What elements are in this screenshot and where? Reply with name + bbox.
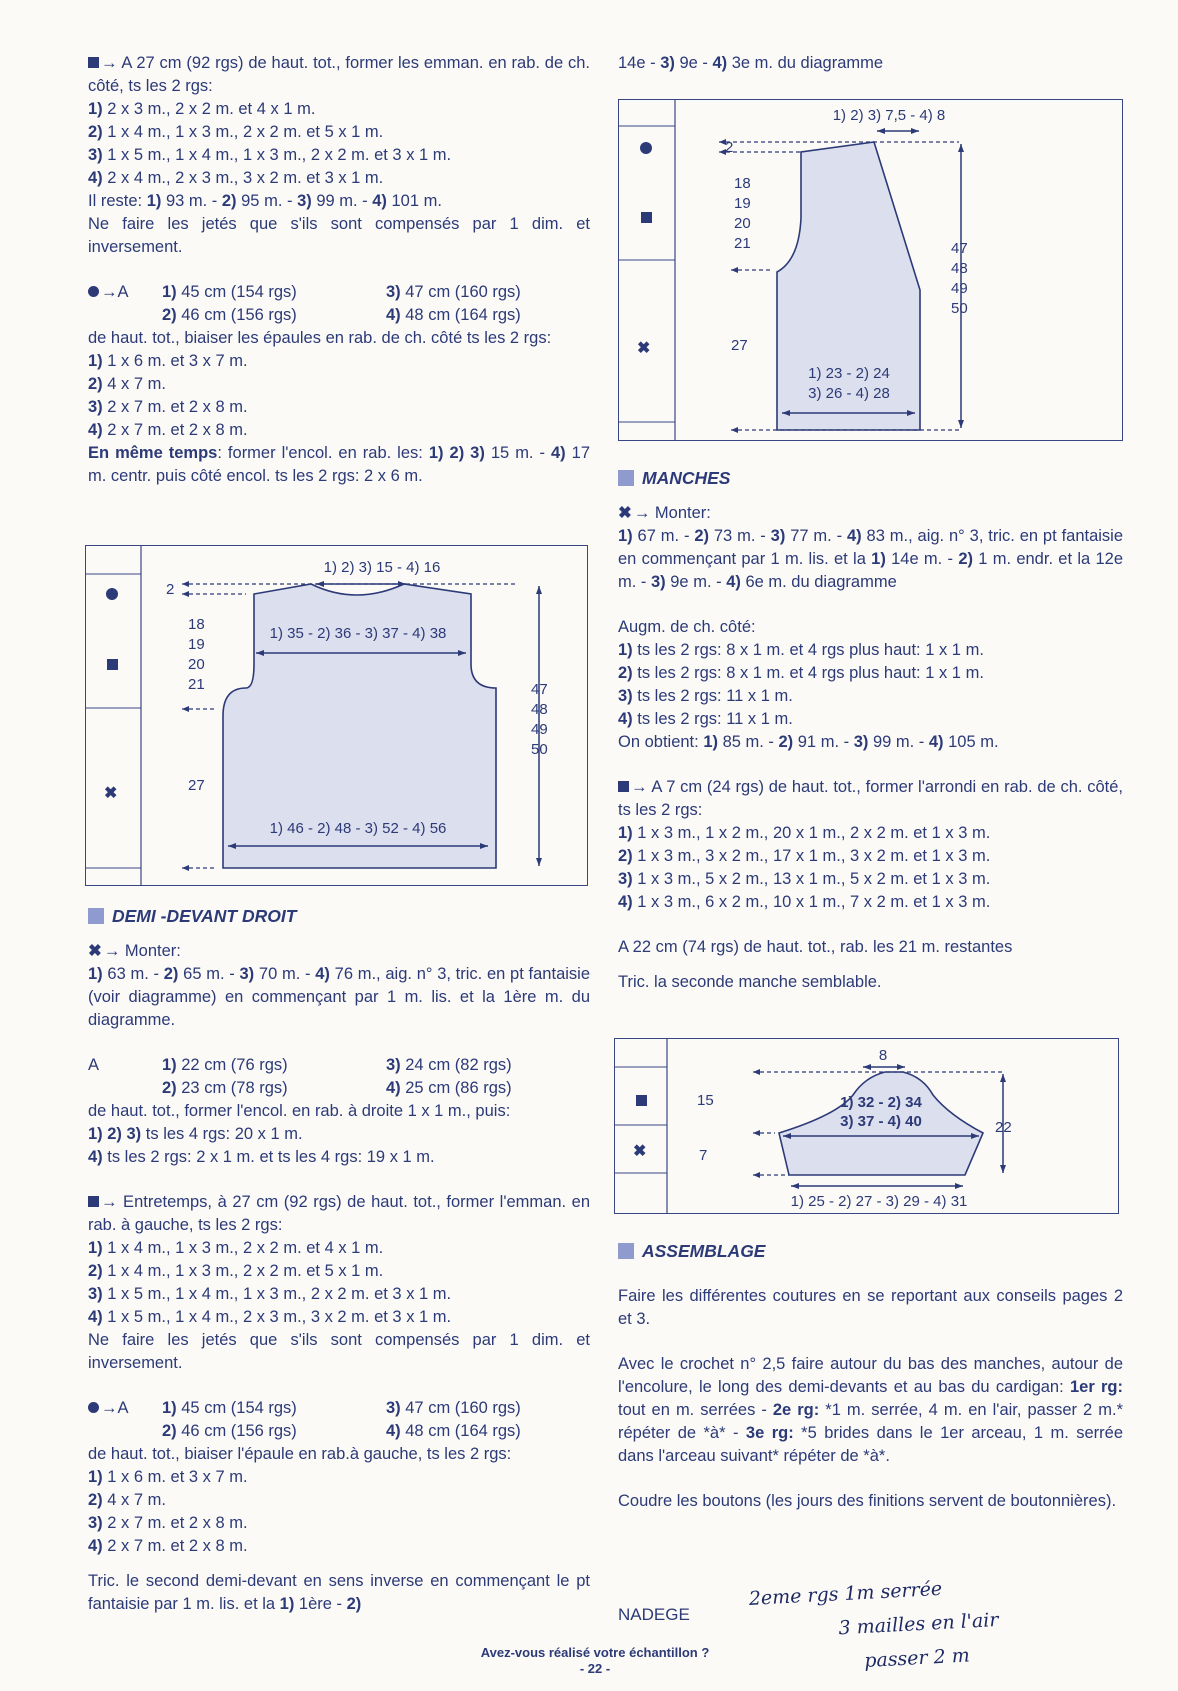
svg-text:50: 50: [531, 741, 548, 758]
svg-text:15: 15: [697, 1092, 714, 1109]
manches-section: [618, 467, 1123, 994]
page-number: - 22 -: [579, 1661, 611, 1676]
cross-icon: ✖: [637, 340, 651, 357]
svg-text:49: 49: [531, 721, 548, 738]
section-title: ASSEMBLAGE: [618, 1240, 1123, 1263]
back-neck-label: 1) 2) 3) 15 - 4) 16: [323, 559, 441, 576]
height-row: 2) 23 cm (78 rgs) 4) 25 cm (86 rgs): [162, 1079, 512, 1097]
svg-text:21: 21: [188, 676, 205, 693]
continued-text: 14e - 3) 9e - 4) 3e m. du diagramme: [618, 54, 884, 72]
list-item: 1) 2 x 3 m., 2 x 2 m. et 4 x 1 m.: [88, 100, 316, 118]
square-icon: [107, 659, 118, 670]
back-diagram: [85, 545, 588, 886]
svg-text:20: 20: [188, 656, 205, 673]
list-item: 1) 1 x 6 m. et 3 x 7 m.: [88, 352, 248, 370]
list-item: 3) 1 x 5 m., 1 x 4 m., 1 x 3 m., 2 x 2 m. et 3 x 1 m.: [88, 1285, 452, 1303]
list-item: 1) ts les 2 rgs: 8 x 1 m. et 4 rgs plus haut: 1 x 1 m.: [618, 641, 984, 659]
square-icon: [618, 781, 629, 792]
same-time-para: En même temps: former l'encol. en rab. les: 1) 2) 3) 15 m. - 4) 17 m. centr. puis côté encol. ts les 2 rgs: 2 x 6 m.: [88, 444, 591, 485]
shoulders-para: de haut. tot., biaiser les épaules en rab. de ch. côté ts les 2 rgs:: [88, 329, 552, 347]
list-item: 3) 1 x 5 m., 1 x 4 m., 1 x 3 m., 2 x 2 m. et 3 x 1 m.: [88, 146, 452, 164]
list-item: 2) ts les 2 rgs: 8 x 1 m. et 4 rgs plus haut: 1 x 1 m.: [618, 664, 984, 682]
svg-text:21: 21: [734, 235, 751, 252]
back-chest-label: 1) 35 - 2) 36 - 3) 37 - 4) 38: [269, 625, 447, 642]
svg-text:27: 27: [731, 337, 748, 354]
square-icon: [636, 1095, 647, 1106]
yarn-over-note: Ne faire les jetés que s'ils sont compensés par 1 dim. et inversement.: [88, 215, 590, 256]
list-item: 2) 4 x 7 m.: [88, 375, 166, 393]
cast-on-heading: ✖ → Monter:: [88, 942, 181, 960]
cast-on-para: 1) 67 m. - 2) 73 m. - 3) 77 m. - 4) 83 m., aig. n° 3, tric. en pt fantaisie en commençant par 1 m. lis. et la 1) 14e m. - 2) 1 m. endr. et la 12e m. - 3) 9e m. - 4) 6e m. du diagramme: [618, 527, 1124, 591]
list-item: 4) 2 x 4 m., 2 x 3 m., 3 x 2 m. et 3 x 1 m.: [88, 169, 384, 187]
bind-off-para: A 22 cm (74 rgs) de haut. tot., rab. les 21 m. restantes: [618, 938, 1013, 956]
sleeve-bottom-label: 1) 25 - 2) 27 - 3) 29 - 4) 31: [790, 1193, 968, 1210]
list-item: 3) 2 x 7 m. et 2 x 8 m.: [88, 1514, 248, 1532]
list-item: 4) ts les 2 rgs: 2 x 1 m. et ts les 4 rgs: 19 x 1 m.: [88, 1148, 435, 1166]
front-diagram: [618, 99, 1123, 441]
left-column: [88, 52, 590, 488]
list-item: 3) 1 x 3 m., 5 x 2 m., 13 x 1 m., 5 x 2 m. et 1 x 3 m.: [618, 870, 991, 888]
handwritten-note: 2eme rgs 1m serrée 3 mailles en l'air passer 2 m: [748, 1577, 999, 1673]
cast-on-heading: ✖ → Monter:: [618, 504, 711, 522]
section-box-icon: [618, 1243, 634, 1259]
demi-devant-section: [88, 905, 590, 1616]
list-item: 2) 1 x 4 m., 1 x 3 m., 2 x 2 m. et 5 x 1 m.: [88, 123, 384, 141]
svg-text:20: 20: [734, 215, 751, 232]
neckline-para: de haut. tot., former l'encol. en rab. à droite 1 x 1 m., puis:: [88, 1102, 511, 1120]
sleeve-width-label-2: 3) 37 - 4) 40: [840, 1113, 922, 1130]
cross-icon: ✖: [88, 942, 102, 960]
section-title: DEMI -DEVANT DROIT: [88, 905, 590, 928]
cross-icon: ✖: [633, 1143, 647, 1160]
list-item: 4) 2 x 7 m. et 2 x 8 m.: [88, 1537, 248, 1555]
right-column: [618, 52, 1123, 75]
crochet-para: Avec le crochet n° 2,5 faire autour du bas des manches, autour de l'encolure, le long des demi-devants et au bas du cardigan: 1er rg: tout en m. serrées - 2e rg: *1 m. serrée, 4 m. en l'air, passer 2 m.* répéter de *à* - 3e rg: *5 brides dans le 1er arceau, 1 m. serrée dans l'arceau suivant* répéter de *à*.: [618, 1355, 1124, 1465]
armhole-para: → A 27 cm (92 rgs) de haut. tot., former les emman. en rab. de ch. côté, ts les 2 rgs:: [88, 54, 590, 95]
svg-text:7: 7: [699, 1147, 708, 1164]
svg-text:47: 47: [531, 681, 548, 698]
cross-icon: ✖: [618, 504, 632, 522]
list-item: 3) 2 x 7 m. et 2 x 8 m.: [88, 398, 248, 416]
svg-text:18: 18: [188, 616, 205, 633]
dot-icon: [106, 588, 118, 600]
meanwhile-para: → Entretemps, à 27 cm (92 rgs) de haut. tot., former l'emman. en rab. à gauche, ts les 2 rgs:: [88, 1193, 590, 1234]
svg-text:19: 19: [734, 195, 751, 212]
list-item: 4) ts les 2 rgs: 11 x 1 m.: [618, 710, 793, 728]
height-row: →A 1) 45 cm (154 rgs) 3) 47 cm (160 rgs): [88, 1397, 590, 1420]
front-width-label-2: 3) 26 - 4) 28: [808, 385, 890, 402]
list-item: 4) 1 x 3 m., 6 x 2 m., 10 x 1 m., 7 x 2 m. et 1 x 3 m.: [618, 893, 991, 911]
dot-icon: [640, 142, 652, 154]
svg-text:49: 49: [951, 280, 968, 297]
square-icon: [88, 57, 99, 68]
shoulder-para: de haut. tot., biaiser l'épaule en rab.à gauche, ts les 2 rgs:: [88, 1445, 512, 1463]
list-item: 1) 1 x 6 m. et 3 x 7 m.: [88, 1468, 248, 1486]
page-footer: [470, 1645, 720, 1677]
section-title: MANCHES: [618, 467, 1123, 490]
sleeve-top-label: 8: [878, 1047, 888, 1064]
back-width-label: 1) 46 - 2) 48 - 3) 52 - 4) 56: [269, 820, 447, 837]
svg-text:2: 2: [725, 139, 734, 156]
height-row: 2) 46 cm (156 rgs) 4) 48 cm (164 rgs): [162, 1422, 521, 1440]
list-item: 1) 1 x 3 m., 1 x 2 m., 20 x 1 m., 2 x 2 m. et 1 x 3 m.: [618, 824, 991, 842]
list-item: 2) 4 x 7 m.: [88, 1491, 166, 1509]
svg-text:18: 18: [734, 175, 751, 192]
sleeve-width-label-1: 1) 32 - 2) 34: [840, 1094, 922, 1111]
svg-text:47: 47: [951, 240, 968, 257]
square-icon: [641, 212, 652, 223]
list-item: 2) 1 x 3 m., 3 x 2 m., 17 x 1 m., 3 x 2 m. et 1 x 3 m.: [618, 847, 991, 865]
remaining-stitches: Il reste: 1) 93 m. - 2) 95 m. - 3) 99 m. - 4) 101 m.: [88, 192, 442, 210]
footer-question: Avez-vous réalisé votre échantillon ?: [480, 1645, 710, 1660]
section-box-icon: [88, 908, 104, 924]
dot-icon: [88, 1402, 99, 1413]
front-width-label-1: 1) 23 - 2) 24: [808, 365, 890, 382]
height-row: →A 1) 45 cm (154 rgs) 3) 47 cm (160 rgs): [88, 281, 590, 304]
height-row: A 1) 22 cm (76 rgs) 3) 24 cm (82 rgs): [88, 1056, 512, 1074]
author-signature: NADEGE: [618, 1605, 690, 1624]
svg-text:19: 19: [188, 636, 205, 653]
buttons-para: Coudre les boutons (les jours des finitions servent de boutonnières).: [618, 1492, 1117, 1510]
list-item: 2) 1 x 4 m., 1 x 3 m., 2 x 2 m. et 5 x 1 m.: [88, 1262, 384, 1280]
list-item: 1) 1 x 4 m., 1 x 3 m., 2 x 2 m. et 4 x 1 m.: [88, 1239, 384, 1257]
seams-para: Faire les différentes coutures en se reportant aux conseils pages 2 et 3.: [618, 1287, 1123, 1328]
square-icon: [88, 1196, 99, 1207]
dot-icon: [88, 286, 99, 297]
cross-icon: ✖: [104, 785, 118, 802]
assemblage-section: [618, 1240, 1123, 1513]
svg-text:50: 50: [951, 300, 968, 317]
result-line: On obtient: 1) 85 m. - 2) 91 m. - 3) 99 m. - 4) 105 m.: [618, 733, 999, 751]
list-item: 4) 2 x 7 m. et 2 x 8 m.: [88, 421, 248, 439]
rounding-para: → A 7 cm (24 rgs) de haut. tot., former l'arrondi en rab. de ch. côté, ts les 2 rgs:: [618, 778, 1123, 819]
list-item: 1) 2) 3) ts les 4 rgs: 20 x 1 m.: [88, 1125, 303, 1143]
cast-on-para: 1) 63 m. - 2) 65 m. - 3) 70 m. - 4) 76 m., aig. n° 3, tric. en pt fantaisie (voir diagramme) en commençant par 1 m. lis. et la 1ère m. du diagramme.: [88, 965, 590, 1029]
svg-text:27: 27: [188, 777, 205, 794]
height-row: 2) 46 cm (156 rgs) 4) 48 cm (164 rgs): [162, 306, 521, 324]
label-two: 2: [166, 581, 175, 598]
svg-text:22: 22: [995, 1119, 1012, 1136]
svg-text:48: 48: [531, 701, 548, 718]
list-item: 4) 1 x 5 m., 1 x 4 m., 2 x 3 m., 3 x 2 m. et 3 x 1 m.: [88, 1308, 452, 1326]
sleeve-diagram: [614, 1038, 1119, 1214]
second-sleeve-para: Tric. la seconde manche semblable.: [618, 973, 882, 991]
second-front-para: Tric. le second demi-devant en sens inverse en commençant le pt fantaisie par 1 m. lis. et la 1) 1ère - 2): [88, 1572, 590, 1613]
yarn-over-note: Ne faire les jetés que s'ils sont compensés par 1 dim. et inversement.: [88, 1331, 590, 1372]
front-shoulder-label: 1) 2) 3) 7,5 - 4) 8: [832, 107, 946, 124]
list-item: 3) ts les 2 rgs: 11 x 1 m.: [618, 687, 793, 705]
svg-text:48: 48: [951, 260, 968, 277]
section-box-icon: [618, 470, 634, 486]
increase-heading: Augm. de ch. côté:: [618, 618, 756, 636]
